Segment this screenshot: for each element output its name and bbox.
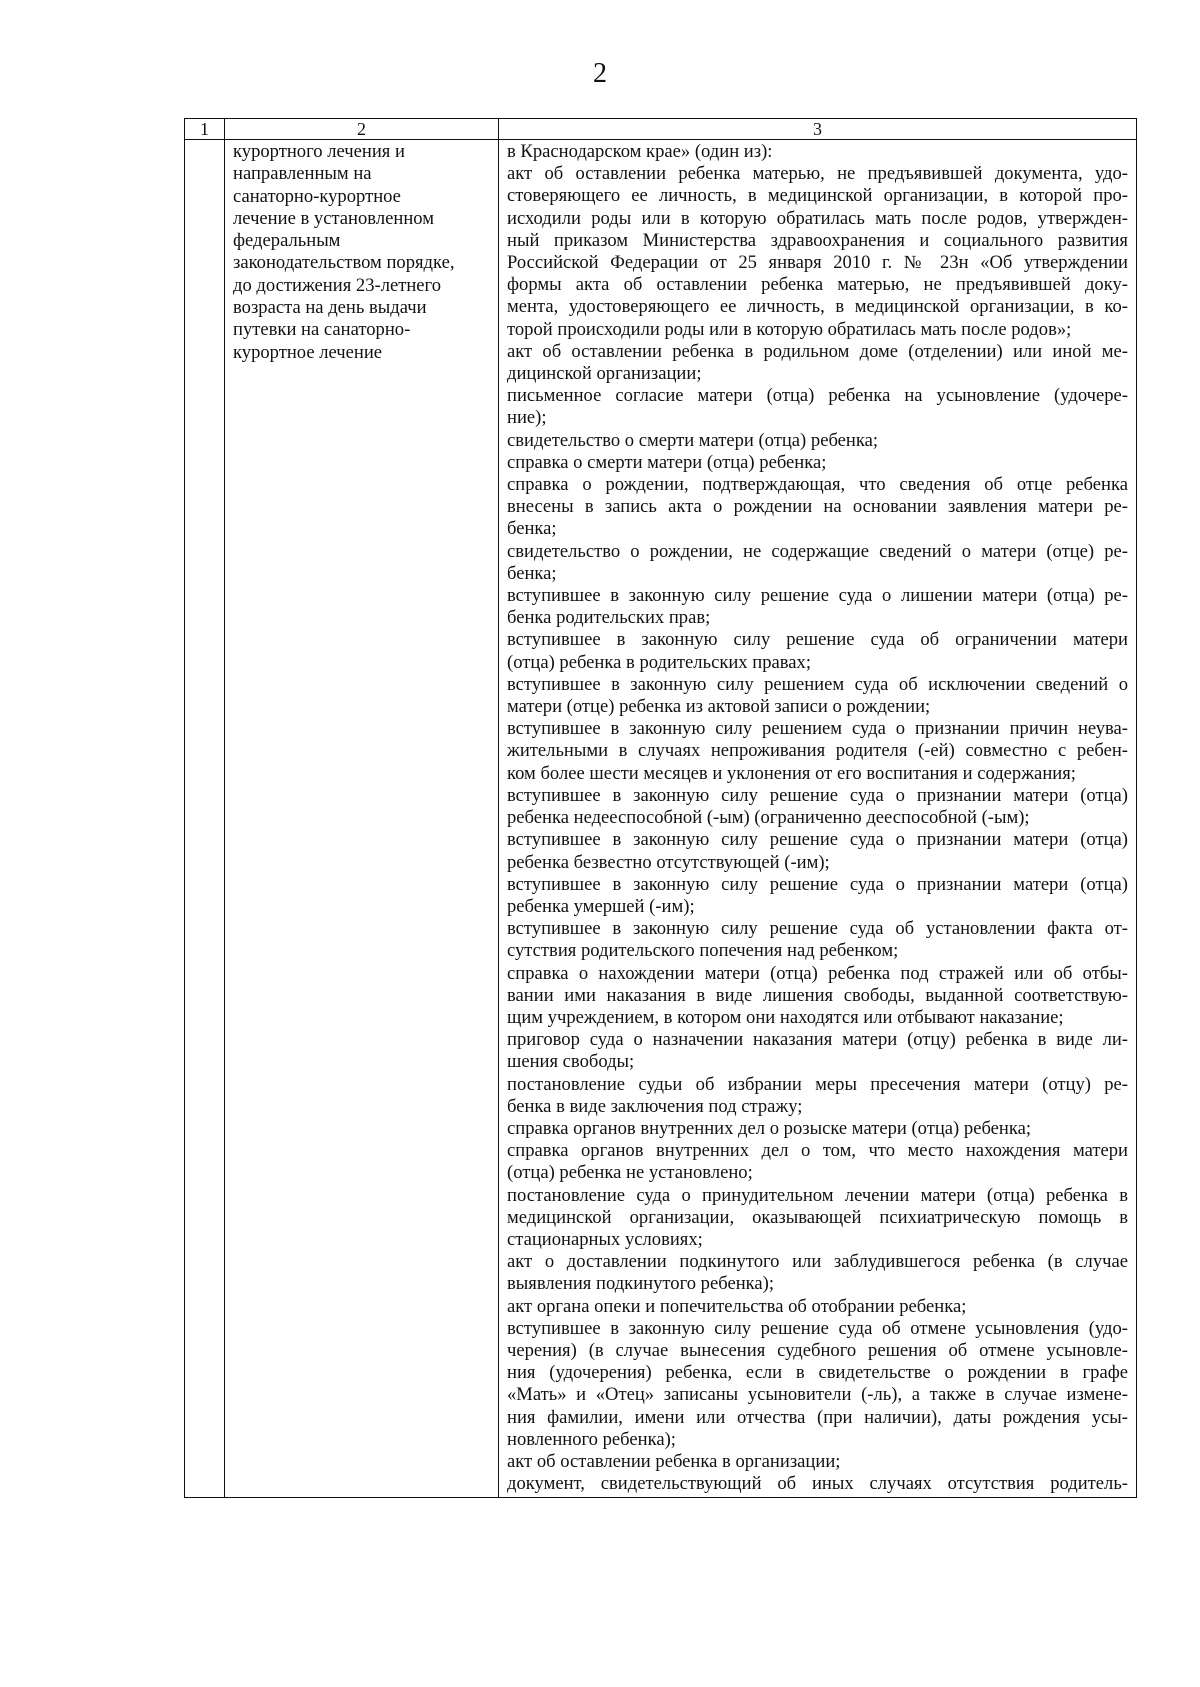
document-list-line: ребенка недееспособной (-ым) (ограниченно дееспособной (-ым); <box>507 807 1030 829</box>
category-text-line: федеральным <box>233 230 341 252</box>
category-text-line: санаторно-курортное <box>233 185 401 207</box>
document-list-line: акт об оставлении ребенка в родильном доме (отделении) или иной ме- <box>507 340 1128 362</box>
document-list-line: вступившее в законную силу решение суда об отмене усыновления (удо- <box>507 1317 1128 1339</box>
document-list-line: документ, свидетельствующий об иных случаях отсутствия родитель- <box>507 1473 1128 1495</box>
document-list-line: бенка в виде заключения под стражу; <box>507 1095 803 1117</box>
header-col-3: 3 <box>499 119 1137 140</box>
document-list-line: ребенка умершей (-им); <box>507 895 695 917</box>
header-col-1: 1 <box>185 119 225 140</box>
page-number: 2 <box>593 58 607 89</box>
document-list-line: вступившее в законную силу решение суда о признании матери (отца) <box>507 873 1128 895</box>
document-list-line: стационарных условиях; <box>507 1228 703 1250</box>
document-list-line: сутствия родительского попечения над ребенком; <box>507 940 899 962</box>
document-list-line: свидетельство о рождении, не содержащие сведений о матери (отце) ре- <box>507 540 1128 562</box>
document-list-line: вступившее в законную силу решение суда о признании матери (отца) <box>507 829 1128 851</box>
cell-col-3 <box>499 140 1137 1498</box>
document-list-line: медицинской организации, оказывающей психиатрическую помощь в <box>507 1206 1128 1228</box>
document-list-line: бенка родительских прав; <box>507 607 711 629</box>
document-list-line: мента, удостоверяющего ее личность, в медицинской организации, в ко- <box>507 296 1128 318</box>
document-list-line: справка о нахождении матери (отца) ребенка под стражей или об отбы- <box>507 962 1128 984</box>
document-list-line: письменное согласие матери (отца) ребенка на усыновление (удочере- <box>507 385 1128 407</box>
document-list-line: приговор суда о назначении наказания матери (отцу) ребенка в виде ли- <box>507 1029 1128 1051</box>
document-list-line: (отца) ребенка не установлено; <box>507 1162 753 1184</box>
document-list-line: справка о рождении, подтверждающая, что сведения об отце ребенка <box>507 474 1128 496</box>
document-list-line: (отца) ребенка в родительских правах; <box>507 651 812 673</box>
document-list-line: справка органов внутренних дел о розыске матери (отца) ребенка; <box>507 1117 1032 1139</box>
document-list-line: черения) (в случае вынесения судебного решения об отмене усыновле- <box>507 1339 1128 1361</box>
header-col-2: 2 <box>225 119 499 140</box>
document-list-line: постановление суда о принудительном лечении матери (отца) ребенка в <box>507 1184 1128 1206</box>
category-text-line: лечение в установленном <box>233 207 434 229</box>
document-list-line: справка органов внутренних дел о том, что место нахождения матери <box>507 1140 1128 1162</box>
document-list-line: ребенка безвестно отсутствующей (-им); <box>507 851 830 873</box>
document-list-line: ния фамилии, имени или отчества (при наличии), даты рождения усы- <box>507 1406 1128 1428</box>
document-list-line: «Мать» и «Отец» записаны усыновители (-ль), а также в случае измене- <box>507 1384 1128 1406</box>
document-list-line: ния (удочерения) ребенка, если в свидетельстве о рождении в графе <box>507 1362 1128 1384</box>
document-list-line: акт органа опеки и попечительства об отобрании ребенка; <box>507 1295 967 1317</box>
document-list-line: исходили роды или в которую обратилась мать после родов, утвержден- <box>507 207 1128 229</box>
document-list-line: выявления подкинутого ребенка); <box>507 1273 775 1295</box>
category-text-line: законодательством порядке, <box>233 252 455 274</box>
document-list-line: вступившее в законную силу решением суда об исключении сведений о <box>507 673 1128 695</box>
document-list-line: вступившее в законную силу решение суда о признании матери (отца) <box>507 784 1128 806</box>
category-text-line: направленным на <box>233 163 372 185</box>
document-list-line: вступившее в законную силу решением суда о признании причин неува- <box>507 718 1128 740</box>
document-list-line: акт об оставлении ребенка матерью, не предъявившей документа, удо- <box>507 163 1128 185</box>
document-list-line: внесены в запись акта о рождении на основании заявления матери ре- <box>507 496 1128 518</box>
document-list-line: вступившее в законную силу решение суда о лишении матери (отца) ре- <box>507 585 1128 607</box>
document-list-line: торой происходили роды или в которую обратилась мать после родов»; <box>507 318 1072 340</box>
document-list-line: щим учреждением, в котором они находятся или отбывают наказание; <box>507 1006 1064 1028</box>
document-list-line: акт о доставлении подкинутого или заблудившегося ребенка (в случае <box>507 1251 1128 1273</box>
document-table <box>184 118 1137 1498</box>
cell-col-2 <box>225 140 499 1498</box>
document-list-line: постановление судьи об избрании меры пресечения матери (отцу) ре- <box>507 1073 1128 1095</box>
category-text-line: до достижения 23-летнего <box>233 274 442 296</box>
document-list-line: бенка; <box>507 562 557 584</box>
cell-col-1 <box>185 140 225 1498</box>
category-text-line: возраста на день выдачи <box>233 297 427 319</box>
table-row <box>185 140 1137 1498</box>
document-list-line: жительными в случаях непроживания родителя (-ей) совместно с ребен- <box>507 740 1128 762</box>
document-list-line: стоверяющего ее личность, в медицинской организации, в которой про- <box>507 185 1128 207</box>
document-list-line: ный приказом Министерства здравоохранения и социального развития <box>507 229 1128 251</box>
document-list-line: бенка; <box>507 518 557 540</box>
document-list-line: матери (отце) ребенка из актовой записи о рождении; <box>507 696 931 718</box>
category-text-line: курортное лечение <box>233 341 383 363</box>
category-text-line: путевки на санаторно- <box>233 319 411 341</box>
table-header-row <box>185 119 1137 140</box>
document-list-line: вании ими наказания в виде лишения свободы, выданной соответствую- <box>507 984 1128 1006</box>
document-list-line: вступившее в законную силу решение суда об ограничении матери <box>507 629 1128 651</box>
document-list-line: новленного ребенка); <box>507 1428 676 1450</box>
document-list-line: дицинской организации; <box>507 363 702 385</box>
document-list-line: свидетельство о смерти матери (отца) ребенка; <box>507 429 879 451</box>
document-list-line: ние); <box>507 407 547 429</box>
document-list-line: акт об оставлении ребенка в организации; <box>507 1450 841 1472</box>
document-list-line: формы акта об оставлении ребенка матерью, не предъявившей доку- <box>507 274 1128 296</box>
document-list-line: в Краснодарском крае» (один из): <box>507 141 773 162</box>
document-list-line: справка о смерти матери (отца) ребенка; <box>507 451 827 473</box>
document-list-line: ком более шести месяцев и уклонения от его воспитания и содержания; <box>507 762 1076 784</box>
category-text-line: курортного лечения и <box>233 141 405 162</box>
document-list-line: шения свободы; <box>507 1051 635 1073</box>
document-list-line: Российской Федерации от 25 января 2010 г. № 23н «Об утверждении <box>507 252 1128 274</box>
document-list-line: вступившее в законную силу решение суда об установлении факта от- <box>507 918 1128 940</box>
